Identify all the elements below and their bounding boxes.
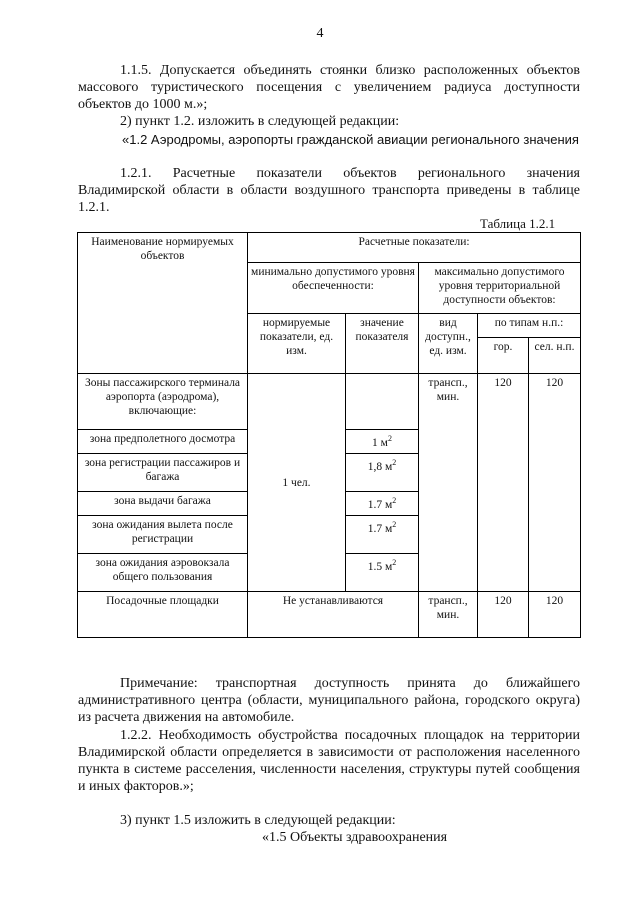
table-row-value <box>346 374 419 430</box>
note-line1: Примечание: транспортная доступность принята до ближайшего <box>120 676 580 691</box>
paragraph-1-2-heading: «1.2 Аэродромы, аэропорты гражданской авиации регионального значения <box>122 132 579 147</box>
landing-name: Посадочные площадки <box>78 592 248 638</box>
header-min-level: минимально допустимого уровня обеспеченности: <box>248 263 419 314</box>
paragraph-1-2-2-line2: Владимирской области определяется в зависимости от расположения населенного <box>78 745 580 760</box>
header-by-settlement-type: по типам н.п.: <box>478 314 581 338</box>
paragraph-1-2-2-line4: и иных факторов.»; <box>78 779 194 794</box>
paragraph-item-2: 2) пункт 1.2. изложить в следующей редакции: <box>120 114 400 129</box>
table-row-name: Зоны пассажирского терминала аэропорта (аэродрома), включающие: <box>78 374 248 430</box>
table-row-value: 1.7 $м^2$ <box>346 516 419 554</box>
paragraph-1-2-2-line3: пункта в системе расселения, численности населения, структуры путей сообщения <box>78 762 580 777</box>
landing-city-value: 120 <box>478 592 529 638</box>
terminal-city-value: 120 <box>478 374 529 592</box>
indicators-table <box>77 232 581 638</box>
landing-village-value: 120 <box>529 592 581 638</box>
table-row-name: зона ожидания вылета после регистрации <box>78 516 248 554</box>
header-object-name: Наименование нормируемых объектов <box>78 233 248 374</box>
terminal-access-type: трансп., мин. <box>419 374 478 592</box>
paragraph-1-2-2-line1: 1.2.2. Необходимость обустройства посадочных площадок на территории <box>120 728 580 743</box>
header-city: гор. <box>478 338 529 374</box>
paragraph-1-2-1-line2: Владимирской области в области воздушного транспорта приведены в таблице <box>78 183 580 198</box>
header-norm-units: нормируемые показатели, ед. изм. <box>248 314 346 374</box>
norm-per-person: 1 чел. <box>248 374 346 592</box>
paragraph-1-2-1-line1: 1.2.1. Расчетные показатели объектов регионального значения <box>120 166 580 181</box>
paragraph-item-3: 3) пункт 1.5 изложить в следующей редакции: <box>120 813 396 828</box>
table-row-name: зона ожидания аэровокзала общего пользования <box>78 554 248 592</box>
paragraph-1-5-heading: «1.5 Объекты здравоохранения <box>262 830 448 845</box>
table-caption: Таблица 1.2.1 <box>480 216 556 231</box>
paragraph-1-1-5-line1: 1.1.5. Допускается объединять стоянки близко расположенных объектов <box>120 63 580 78</box>
header-max-level: максимально допустимого уровня территориальной доступности объектов: <box>419 263 581 314</box>
note-line3: из расчета движения на автомобиле. <box>78 710 295 725</box>
page-number: 4 <box>316 26 324 41</box>
header-access-type: вид доступн., ед. изм. <box>419 314 478 374</box>
header-indicators: Расчетные показатели: <box>248 233 581 263</box>
landing-norm: Не устанавливаются <box>248 592 419 638</box>
paragraph-1-2-1-line3: 1.2.1. <box>78 200 110 215</box>
table-row-value: 1 $м^2$ <box>346 430 419 454</box>
table-row-value: 1.5 $м^2$ <box>346 554 419 592</box>
table-row-value: 1,8 $м^2$ <box>346 454 419 492</box>
table-row-name: зона регистрации пассажиров и багажа <box>78 454 248 492</box>
terminal-village-value: 120 <box>529 374 581 592</box>
table-row-name: зона выдачи багажа <box>78 492 248 516</box>
landing-access-type: трансп., мин. <box>419 592 478 638</box>
header-value: значение показателя <box>346 314 419 374</box>
table-row-value: 1.7 $м^2$ <box>346 492 419 516</box>
paragraph-1-1-5-line3: объектов до 1000 м.»; <box>78 97 208 112</box>
table-row-name: зона предполетного досмотра <box>78 430 248 454</box>
note-line2: административного центра (области, муниципального района, городского округа) <box>78 693 580 708</box>
paragraph-1-1-5-line2: массового туристического посещения с увеличением радиуса доступности <box>78 80 580 95</box>
header-village: сел. н.п. <box>529 338 581 374</box>
